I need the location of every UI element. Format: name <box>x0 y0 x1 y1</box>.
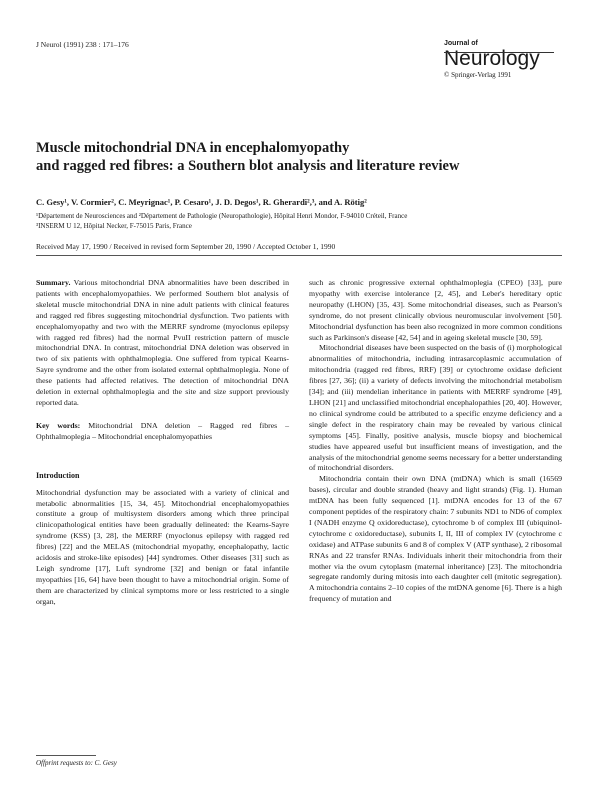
received-dates: Received May 17, 1990 / Received in revised form September 20, 1990 / Accepted October 1, 1990 <box>36 242 336 251</box>
left-column <box>36 278 289 608</box>
affiliation-2: ³INSERM U 12, Hôpital Necker, F-75015 Paris, France <box>36 221 192 230</box>
footnote-rule <box>36 755 96 756</box>
summary-label: Summary. <box>36 278 71 287</box>
introduction-text: Mitochondrial dysfunction may be associated with a variety of clinical and metabolic abnormalities [15, 34, 45]. Mitochondrial encephalomyopathies constitute a group of multisystem disorders among which three principal clinicopathological entities have been gradually delineated: the Kearns-Sayre syndrome (KSS) [3, 28], the MERRF (myoclonus epilepsy with ragged red fibres) [22] and the MELAS (mitochondrial myopathy, encephalopathy, lactic acidosis and stroke-like episodes) [44] syndromes. Other diseases [31] such as Leigh syndrome [17], Luft syndrome [32] and benign or fatal infantile myopathies [16, 64] have been thought to have a mitochondrial origin. Some of them are characterized by clinical symptoms more or less restricted to a single organ, <box>36 487 289 606</box>
publisher-copyright: © Springer-Verlag 1991 <box>444 71 512 79</box>
author-list: C. Gesy¹, V. Cormier², C. Meyrignac¹, P. Cesaro¹, J. D. Degos¹, R. Gherardi²,³, and A. Rötig² <box>36 197 367 207</box>
right-paragraph-1: such as chronic progressive external ophthalmoplegia (CPEO) [33], pure myopathy with exercise intolerance [2, 45], and Leber's hereditary optic neuropathy (LHON) [35, 43]. Some mitochondrial diseases, such as Pearson's syndrome, do not present clinically obvious neuromuscular involvement [50]. Mitochondrial dysfunction has been also recognized in more common conditions such as Parkinson's disease [42, 54] and in ageing skeletal muscle [30, 59]. <box>309 278 562 342</box>
right-paragraph-3: Mitochondria contain their own DNA (mtDNA) which is small (16569 bases), circular and double stranded (heavy and light strands) (Fig. 1). Human mtDNA has been fully sequenced [1]. mtDNA encodes for 13 of the 67 component peptides of the respiratory chain: 7 subunits ND1 to ND6 of complex I (NADH enzyme Q oxidoreductase), cytochrome b of complex III (ubiquinol-cytochrome c oxidoreductase), subunits I, II, III of complex IV (cytochrome c oxidase) and ATPase subunits 6 and 8 of complex V (ATP synthase), 2 ribosomal RNAs and 22 transfer RNAs. Individuals inherit their mitochondria from their mother via the ovum cytoplasm (maternal inheritance) [23]. The mitochondria segregate randomly during mitosis into each daughter cell (mitotic segregation). A mitochondria contains 2–10 copies of the mtDNA genome [6]. There is a high frequency of mutation and <box>309 474 562 604</box>
affiliation-1: ¹Département de Neurosciences and ²Département de Pathologie (Neuropathologie), Hôpital Henri Mondor, F-94010 Créteil, France <box>36 212 408 220</box>
masthead-rule <box>444 52 554 53</box>
right-paragraph-2: Mitochondrial diseases have been suspected on the basis of (i) morphological abnormalities of mitochondria, including intrasarcoplasmic accumulation of mitochondria (ragged red fibres, RRF) [39] or cytochrome oxidase deficient fibres [27, 36]; (ii) a variety of defects involving the mitochondrial metabolism [34]; and (iii) mendelian inheritance in patients with MERRF syndrome [49], LHON [21] and unclassified mitochondrial encephalopathies [20, 40]. However, no clinical syndrome could be attributed to a specific enzyme deficiency and a single defect in the respiratory chain may be revealed by various clinical symptoms [45]. Finally, positive analysis, muscle biopsy and biochemical studies have appeared useful but insufficient means of investigation, and the analysis of the mitochondrial genome seems necessary for a better understanding of mitochondrial disorders. <box>309 343 562 473</box>
introduction-heading: Introduction <box>36 470 80 480</box>
right-column <box>309 278 562 605</box>
title-line-1: Muscle mitochondrial DNA in encephalomyopathy <box>36 140 350 156</box>
summary-paragraph <box>36 278 289 409</box>
keywords-paragraph <box>36 421 289 443</box>
keywords-text: Mitochondrial DNA deletion – Ragged red fibres – Ophthalmoplegia – Mitochondrial encephalomyopathies <box>36 420 289 441</box>
journal-name: Neurology <box>444 47 540 70</box>
summary-text: Various mitochondrial DNA abnormalities have been described in patients with encephalomyopathies. We performed Southern blot analysis of skeletal muscle mitochondrial DNA in nine adult patients with clinical features and ragged red fibres suggesting mitochondrial dysfunction. Two patients with encephalomyopathy and two with the MERRF syndrome (myoclonus epilepsy with ragged red fibres) had the normal PvuII restriction pattern of muscle mitochondrial DNA. In contrast, mitochondrial DNA deletion was observed in two of six patients with ophthalmoplegia. One suffered from typical Kearns-Sayre syndrome and the other from isolated external ophthalmoplegia. None of these patients had affected relatives. The detection of mitochondrial DNA deletion in external ophthalmoplegia and the site and size support previously reported data. <box>36 278 289 407</box>
journal-masthead <box>444 40 554 79</box>
keywords-label: Key words: <box>36 420 81 430</box>
affiliations <box>36 212 566 231</box>
title-line-2: and ragged red fibres: a Southern blot analysis and literature review <box>36 157 460 174</box>
article-title <box>36 140 566 175</box>
journal-citation: J Neurol (1991) 238 : 171–176 <box>36 40 129 49</box>
header-divider <box>36 255 562 256</box>
offprint-footnote: Offprint requests to: C. Gesy <box>36 759 117 767</box>
journal-of-label: Journal of <box>444 40 478 47</box>
